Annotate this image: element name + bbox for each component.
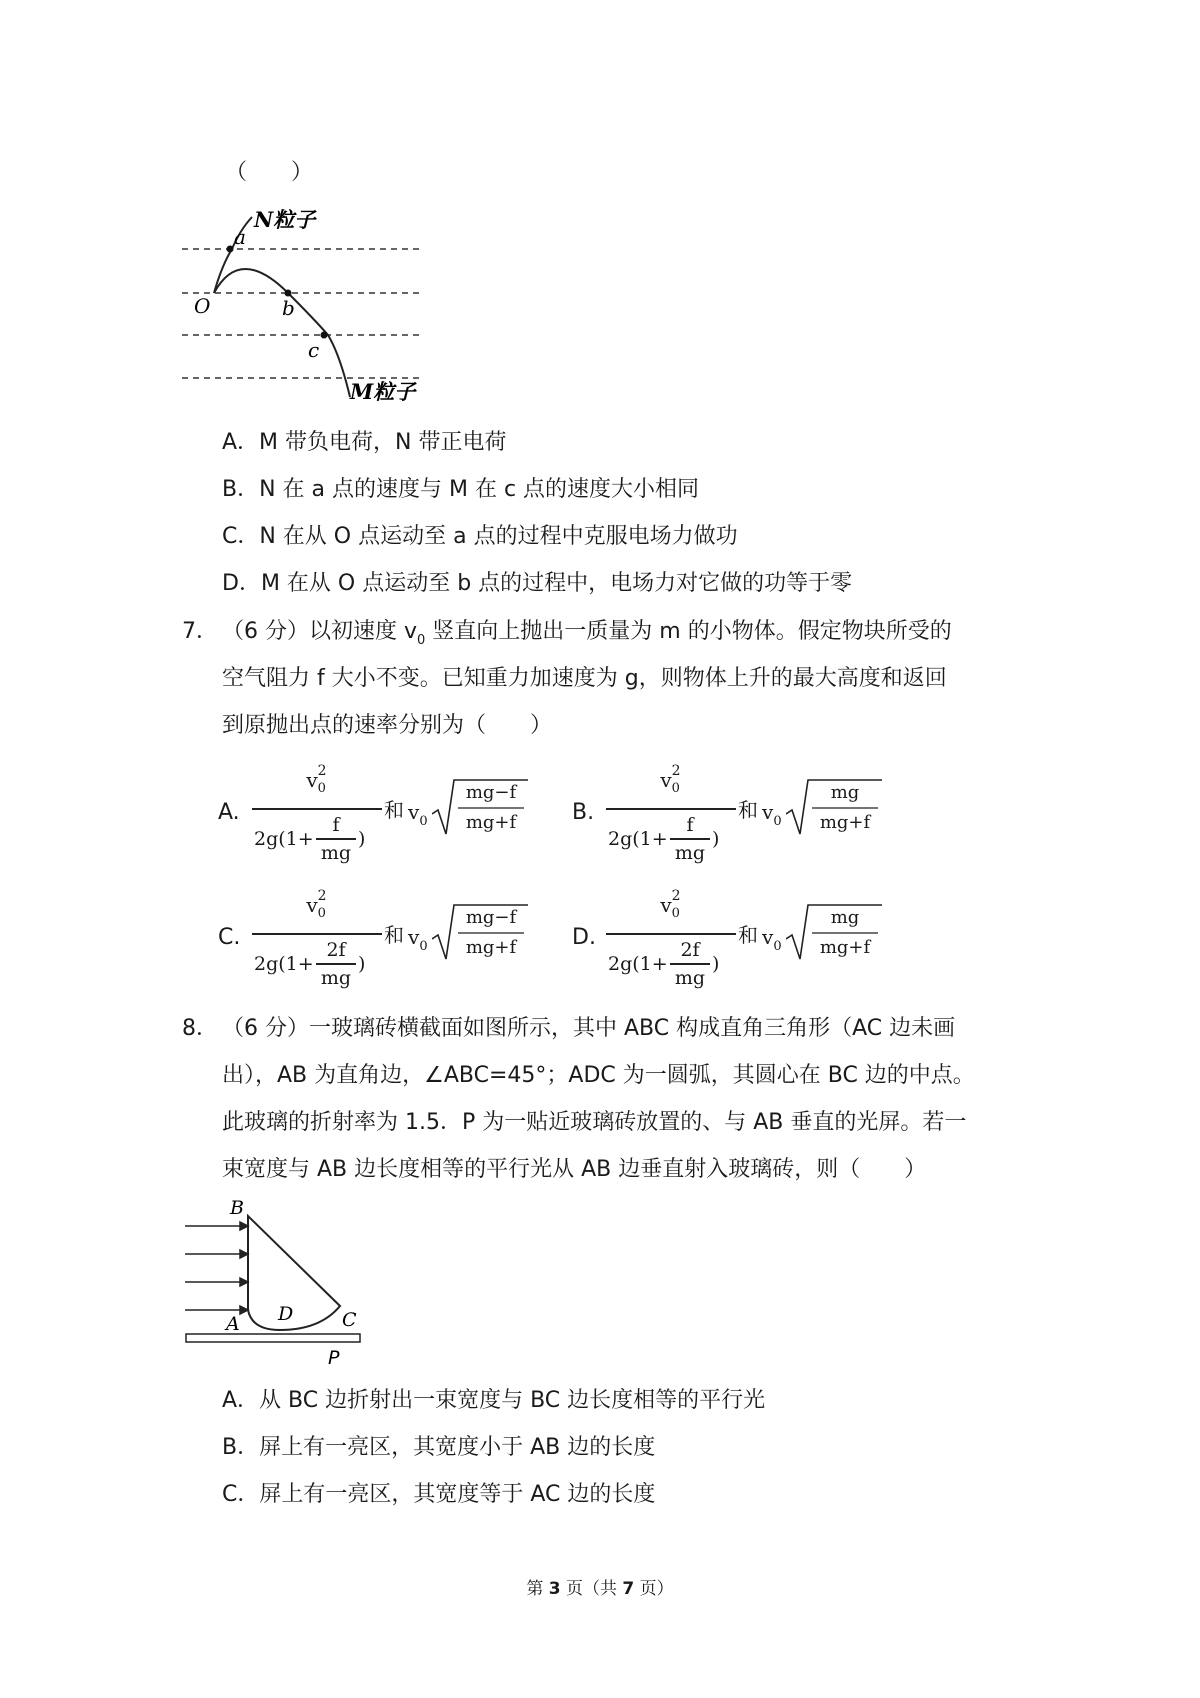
q6-option-c: C．N 在从 O 点运动至 a 点的过程中克服电场力做功 — [222, 524, 738, 549]
q6-option-a: A．M 带负电荷，N 带正电荷 — [222, 430, 507, 455]
label-a-vertex: A — [226, 1313, 240, 1335]
main-fraction-bar — [606, 933, 736, 935]
q8-option-b: B．屏上有一亮区，其宽度小于 AB 边的长度 — [222, 1435, 656, 1460]
q8-stem-line4: 束宽度与 AB 边长度相等的平行光从 AB 边垂直射入玻璃砖，则（ ） — [222, 1157, 927, 1182]
radicand-denominator: mg+f — [465, 812, 517, 833]
footer-pre: 第 — [526, 1579, 549, 1599]
label-o: O — [194, 294, 211, 318]
main-fraction-bar — [606, 808, 736, 810]
q8-stem-line2: 出），AB 为直角边，∠ABC=45°；ADC 为一圆弧，其圆心在 BC 边的中点。 — [222, 1063, 975, 1088]
label-c: c — [308, 338, 320, 362]
q7-stem-sub: 0 — [417, 633, 426, 648]
v-symbol: $v_0$ — [762, 800, 782, 829]
radicand-denominator: mg+f — [819, 812, 871, 833]
radicand-numerator: mg−f — [465, 907, 517, 928]
q7-option-c — [218, 888, 558, 1003]
main-fraction-bar — [252, 933, 382, 935]
q8-stem-line1: （6 分）一玻璃砖横截面如图所示，其中 ABC 构成直角三角形（AC 边未画 — [222, 1016, 956, 1041]
footer-mid: 页（共 — [560, 1579, 623, 1599]
q7-stem-line2: 空气阻力 f 大小不变。已知重力加速度为 g，则物体上升的最大高度和返回 — [222, 666, 947, 691]
screen-p — [186, 1334, 360, 1342]
denominator: 2g(1+ 2f mg ) — [608, 939, 720, 989]
q6-option-d: D．M 在从 O 点运动至 b 点的过程中，电场力对它做的功等于零 — [222, 571, 853, 596]
main-fraction-bar — [252, 808, 382, 810]
numerator: v 2 0 — [660, 763, 681, 796]
numerator: v 2 0 — [306, 763, 327, 796]
q7-option-d — [572, 888, 912, 1003]
point-c — [321, 332, 328, 339]
q6-option-b: B．N 在 a 点的速度与 M 在 c 点的速度大小相同 — [222, 477, 700, 502]
q8-stem-line3: 此玻璃的折射率为 1.5．P 为一贴近玻璃砖放置的、与 AB 垂直的光屏。若一 — [222, 1110, 967, 1135]
page-footer — [0, 1574, 1200, 1599]
footer-total: 7 — [622, 1579, 635, 1599]
v-symbol: $v_0$ — [408, 800, 428, 829]
radicand-numerator: mg — [830, 907, 860, 928]
and-word: 和 — [738, 798, 758, 822]
option-label: A. — [218, 800, 240, 825]
q7-stem-line1 — [222, 617, 952, 650]
q8-option-c: C．屏上有一亮区，其宽度等于 AC 边的长度 — [222, 1482, 656, 1507]
q8-number: 8． — [182, 1016, 218, 1041]
v-symbol: $v_0$ — [408, 925, 428, 954]
glass-brick-figure — [180, 1198, 380, 1368]
label-n-particle: N粒子 — [254, 207, 316, 232]
q7-option-b — [572, 763, 912, 878]
glass-outline — [248, 1216, 340, 1330]
field-line-group — [182, 249, 420, 378]
q7-stem-line1-a: （6 分）以初速度 v — [222, 619, 418, 644]
point-a — [227, 246, 234, 253]
option-label: D. — [572, 925, 596, 950]
q7-stem-line1-b: 竖直向上抛出一质量为 m 的小物体。假定物块所受的 — [425, 619, 952, 644]
and-word: 和 — [384, 798, 404, 822]
answer-paren: （ ） — [225, 160, 314, 185]
and-word: 和 — [738, 923, 758, 947]
particle-trajectory-figure — [180, 205, 430, 405]
radicand-numerator: mg−f — [465, 782, 517, 803]
label-a: a — [234, 225, 246, 249]
q7-stem-line3: 到原抛出点的速率分别为（ ） — [222, 713, 553, 738]
label-d-point: D — [278, 1303, 294, 1325]
option-label: C. — [218, 925, 241, 950]
radicand-numerator: mg — [830, 782, 860, 803]
label-m-particle: M粒子 — [350, 379, 416, 404]
label-b-vertex: B — [230, 1198, 244, 1219]
denominator: 2g(1+ f mg ) — [254, 814, 366, 864]
q7-number: 7． — [182, 619, 218, 644]
radicand-denominator: mg+f — [819, 937, 871, 958]
q7-option-a — [218, 763, 558, 878]
numerator: v 2 0 — [660, 888, 681, 921]
denominator: 2g(1+ 2f mg ) — [254, 939, 366, 989]
footer-post: 页） — [634, 1579, 674, 1599]
option-label: B. — [572, 800, 595, 825]
v-symbol: $v_0$ — [762, 925, 782, 954]
denominator: 2g(1+ f mg ) — [608, 814, 720, 864]
incident-rays — [185, 1222, 248, 1314]
radicand-denominator: mg+f — [465, 937, 517, 958]
label-p-screen: P — [328, 1347, 340, 1368]
and-word: 和 — [384, 923, 404, 947]
label-b: b — [282, 296, 295, 320]
footer-page: 3 — [548, 1579, 561, 1599]
numerator: v 2 0 — [306, 888, 327, 921]
n-particle-path — [214, 217, 252, 293]
q8-option-a: A．从 BC 边折射出一束宽度与 BC 边长度相等的平行光 — [222, 1388, 766, 1413]
label-c-vertex: C — [342, 1309, 357, 1331]
